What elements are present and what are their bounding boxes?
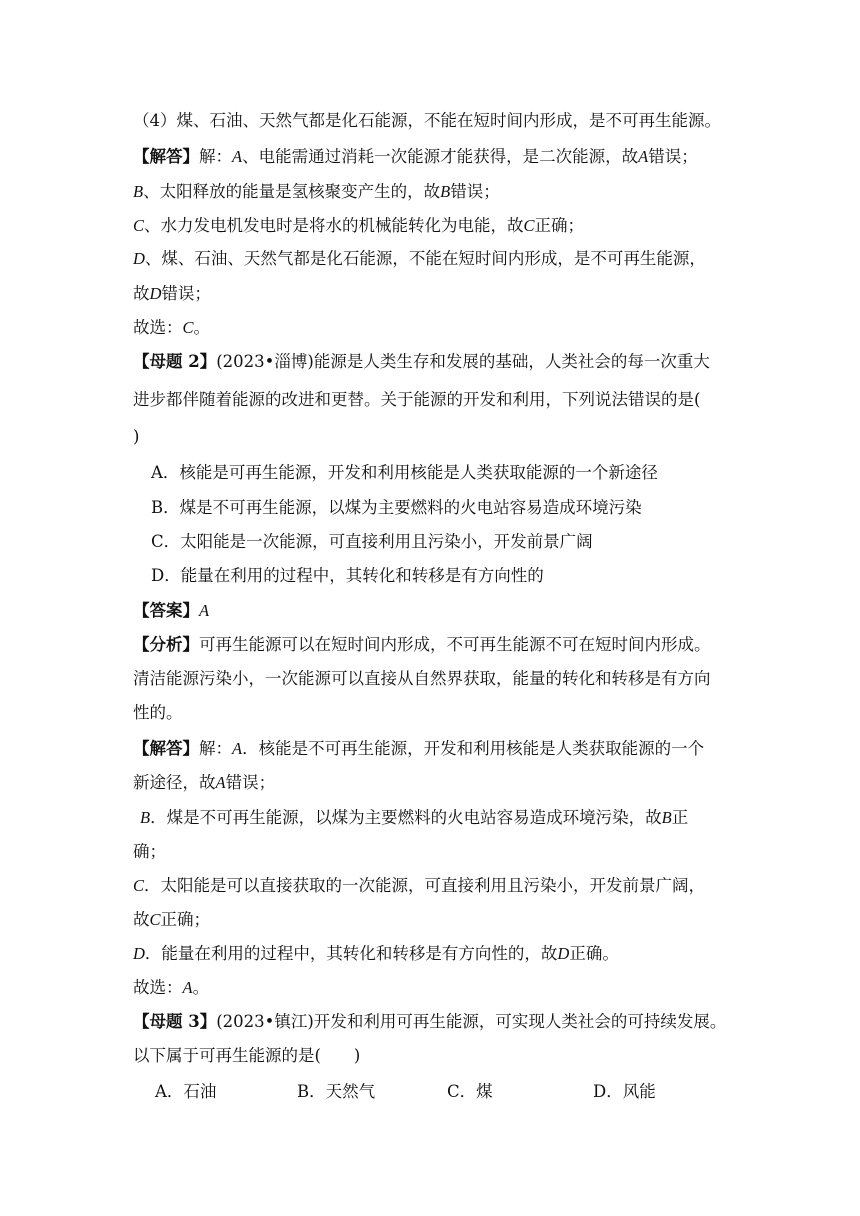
answer-letter: A (199, 601, 210, 620)
option-letter: D (133, 944, 145, 963)
solution-line-a (133, 146, 698, 168)
question-stem: 开发和利用可再生能源，可实现人类社会的可持续发展。 (313, 1012, 727, 1031)
solution-text: 、太阳释放的能量是氢核聚变产生的，故 (143, 182, 441, 201)
solution-verdict: 正确； (160, 910, 211, 929)
question-2-solution-line-b-cont: 确； (133, 842, 166, 861)
question-2-stem-line-2: 进步都伴随着能源的改进和更替。关于能源的开发和利用，下列说法错误的是( (133, 390, 701, 409)
question-3-options (0, 1081, 860, 1103)
solution-verdict: 错误； (161, 284, 211, 303)
question-2-solution-line-c-cont (133, 909, 210, 931)
question-stem: 能源是人类生存和发展的基础，人类社会的每一次重大 (313, 352, 710, 371)
question-2-choice (133, 977, 209, 999)
solution-text: 新途径，故 (133, 773, 216, 792)
option-ref: A (215, 773, 226, 792)
solution-intro: 解： (199, 739, 232, 758)
option-ref: C (149, 910, 161, 929)
question-2-solution-line-b (140, 807, 688, 829)
question-2-option-c: C．太阳能是一次能源，可直接利用且污染小，开发前景广阔 (151, 532, 593, 551)
question-source: (2023•淄博) (216, 352, 314, 371)
solution-text: 、水力发电机发电时是将水的机械能转化为电能，故 (144, 216, 524, 235)
question-2-solution-line-a (133, 738, 704, 760)
solution-text: 故 (133, 910, 150, 929)
question-2-solution-line-c (133, 875, 705, 897)
solution-text: ．能量在利用的过程中，其转化和转移是有方向性的，故 (144, 944, 558, 963)
question-2-analysis-line-3: 性的。 (133, 703, 183, 722)
solution-text: 、煤、石油、天然气都是化石能源，不能在短时间内形成，是不可再生能源， (144, 249, 706, 268)
question-source: (2023•镇江) (216, 1012, 314, 1031)
solution-choice (133, 317, 210, 339)
choice-label: 故选： (133, 318, 183, 337)
option-ref: A (638, 147, 649, 166)
question-3-option-a: A．石油 (155, 1082, 217, 1101)
option-letter: C (133, 876, 145, 895)
solution-line-d (133, 248, 706, 270)
question-2-answer (133, 600, 209, 622)
option-ref: D (557, 944, 570, 963)
solution-tag: 【解答】 (133, 739, 199, 758)
solution-verdict: 错误； (648, 147, 698, 166)
solution-line-d-cont (133, 283, 211, 305)
question-tag: 【母题 2】 (133, 352, 217, 371)
option-ref: C (523, 216, 535, 235)
solution-text: ．煤是不可再生能源，以煤为主要燃料的火电站容易造成环境污染，故 (150, 808, 662, 827)
choice-letter: C (182, 318, 194, 337)
paragraph-item-4: （4）煤、石油、天然气都是化石能源，不能在短时间内形成，是不可再生能源。 (133, 111, 721, 130)
question-2-option-b: B．煤是不可再生能源，以煤为主要燃料的火电站容易造成环境污染 (151, 498, 642, 517)
option-letter: A (232, 739, 243, 758)
option-letter: D (133, 249, 145, 268)
solution-tag: 【解答】 (133, 147, 199, 166)
option-letter: B (140, 808, 151, 827)
choice-end: 。 (193, 318, 211, 337)
option-ref: B (661, 808, 672, 827)
solution-text: ．核能是不可再生能源，开发和利用核能是人类获取能源的一个 (242, 739, 705, 758)
solution-verdict: 正 (671, 808, 689, 827)
question-2-stem-line-3: ) (133, 427, 140, 446)
choice-letter: A (182, 978, 193, 997)
question-2-analysis-line-1 (133, 634, 711, 656)
question-3-stem-line-2: 以下属于可再生能源的是( ) (133, 1046, 361, 1065)
solution-line-b (133, 181, 500, 203)
question-2-stem-line-1 (133, 351, 710, 373)
question-3-option-c: C．煤 (447, 1082, 493, 1101)
question-2-solution-line-a-cont (133, 772, 275, 794)
question-2-solution-line-d (133, 943, 619, 965)
solution-verdict: 正确； (534, 216, 585, 235)
choice-end: 。 (192, 978, 210, 997)
question-3-option-d: D．风能 (593, 1082, 656, 1101)
analysis-tag: 【分析】 (133, 635, 199, 654)
solution-text: ．太阳能是可以直接获取的一次能源，可直接利用且污染小，开发前景广阔， (144, 876, 706, 895)
option-letter: A (232, 147, 243, 166)
option-ref: B (440, 182, 451, 201)
solution-intro: 解： (199, 147, 232, 166)
question-3-stem-line-1 (133, 1011, 726, 1033)
option-letter: B (133, 182, 144, 201)
question-3-option-b: B．天然气 (297, 1082, 376, 1101)
solution-verdict: 错误； (225, 773, 276, 792)
solution-verdict: 错误； (450, 182, 500, 201)
option-ref: D (149, 284, 162, 303)
solution-line-c (133, 215, 584, 237)
analysis-text: 可再生能源可以在短时间内形成，不可再生能源不可在短时间内形成。 (199, 635, 711, 654)
question-tag: 【母题 3】 (133, 1012, 217, 1031)
choice-label: 故选： (133, 978, 183, 997)
question-2-analysis-line-2: 清洁能源污染小，一次能源可以直接从自然界获取，能量的转化和转移是有方向 (133, 669, 711, 688)
option-letter: C (133, 216, 145, 235)
solution-verdict: 正确。 (569, 944, 619, 963)
answer-tag: 【答案】 (133, 601, 199, 620)
solution-text: 故 (133, 284, 150, 303)
question-2-option-d: D．能量在利用的过程中，其转化和转移是有方向性的 (151, 566, 544, 585)
question-2-option-a: A．核能是可再生能源，开发和利用核能是人类获取能源的一个新途径 (151, 463, 658, 482)
solution-text: 、电能需通过消耗一次能源才能获得，是二次能源，故 (242, 147, 639, 166)
